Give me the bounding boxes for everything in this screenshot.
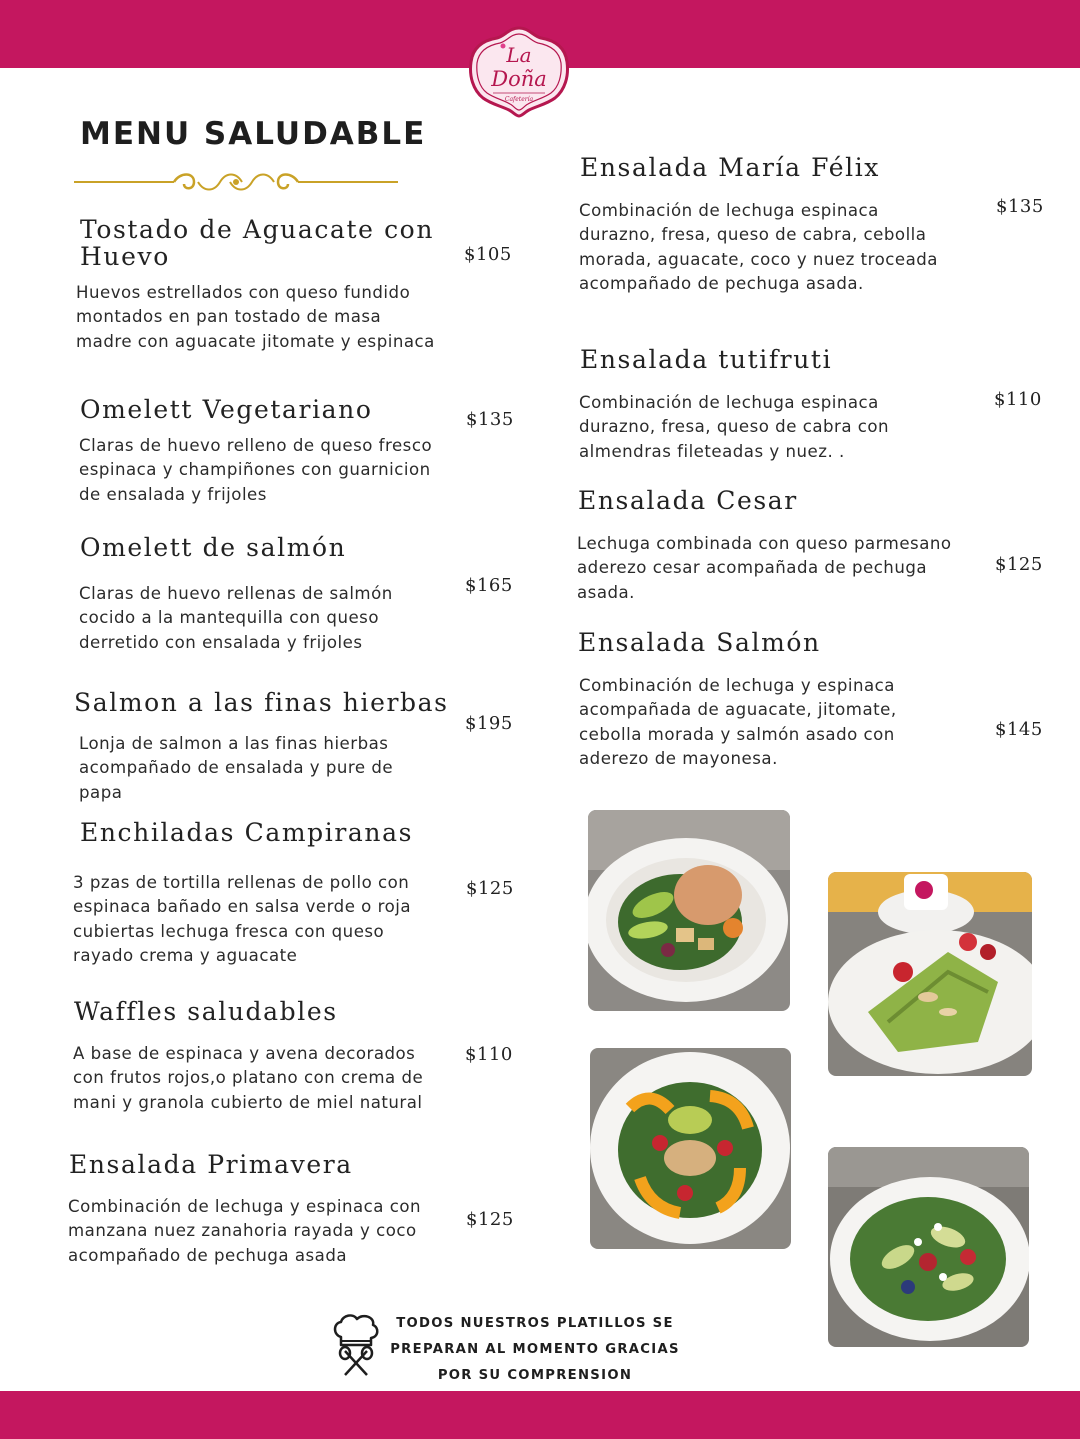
gold-ornament-divider — [74, 168, 398, 198]
item-title-salmon-finas-hierbas: Salmon a las finas hierbas — [74, 688, 449, 717]
item-title-ensalada-primavera: Ensalada Primavera — [69, 1150, 353, 1179]
item-desc-omelett-vegetariano: Claras de huevo relleno de queso fresco espinaca y champiñones con guarnicion de ensalada y frijoles — [79, 436, 433, 504]
item-price-ensalada-salmon: $145 — [995, 719, 1043, 740]
item-price-omelett-vegetariano: $135 — [466, 409, 514, 430]
item-title-omelett-vegetariano: Omelett Vegetariano — [80, 395, 373, 424]
photo-salad-chicken — [588, 810, 790, 1011]
item-desc-maria-felix: Combinación de lechuga espinaca durazno, fresa, queso de cabra, cebolla morada, aguacate, coco y nuez troceada acompañado de pechuga asada. — [579, 201, 938, 293]
item-desc-salmon-finas-hierbas: Lonja de salmon a las finas hierbas acompañado de ensalada y pure de papa — [79, 734, 394, 802]
item-desc-cesar: Lechuga combinada con queso parmesano aderezo cesar acompañada de pechuga asada. — [577, 534, 952, 602]
item-title-maria-felix: Ensalada María Félix — [580, 153, 881, 182]
photo-salad-peach — [590, 1048, 791, 1249]
item-desc-ensalada-primavera: Combinación de lechuga y espinaca con manzana nuez zanahoria rayada y coco acompañado de pechuga asada — [68, 1197, 422, 1265]
footer-line-1: TODOS NUESTROS PLATILLOS SE — [396, 1316, 674, 1331]
item-desc-tostado: Huevos estrellados con queso fundido montados en pan tostado de masa madre con aguacate jitomate y espinaca — [76, 283, 435, 351]
item-desc-waffles: A base de espinaca y avena decorados con frutos rojos,o platano con crema de mani y granola cubierto de miel natural — [73, 1044, 424, 1112]
item-desc-tutifruti: Combinación de lechuga espinaca durazno, fresa, queso de cabra con almendras fileteadas y nuez. . — [579, 393, 890, 461]
la-dona-logo — [467, 26, 571, 118]
item-title-enchiladas: Enchiladas Campiranas — [80, 818, 414, 847]
footer-line-3: POR SU COMPRENSION — [437, 1368, 633, 1383]
photo-waffles — [828, 872, 1032, 1076]
item-desc-enchiladas: 3 pzas de tortilla rellenas de pollo con espinaca bañado en salsa verde o roja cubiertas lechuga fresca con queso rayado crema y aguacate — [73, 873, 412, 965]
logo-text-dona: Doña — [491, 67, 547, 91]
item-price-waffles: $110 — [465, 1044, 513, 1065]
item-title-omelett-salmon: Omelett de salmón — [80, 533, 347, 562]
item-price-maria-felix: $135 — [996, 196, 1044, 217]
photo-salad-apple — [828, 1147, 1029, 1347]
item-title-waffles: Waffles saludables — [74, 997, 338, 1026]
item-price-omelett-salmon: $165 — [465, 575, 513, 596]
item-price-cesar: $125 — [995, 554, 1043, 575]
bottom-band — [0, 1391, 1080, 1439]
item-title-ensalada-salmon: Ensalada Salmón — [578, 628, 821, 657]
item-desc-ensalada-salmon: Combinación de lechuga y espinaca acompañada de aguacate, jitomate, cebolla morada y salmón asado con aderezo de mayonesa. — [579, 676, 897, 768]
item-price-ensalada-primavera: $125 — [466, 1209, 514, 1230]
footer-line-2: PREPARAN AL MOMENTO GRACIAS — [390, 1342, 680, 1357]
item-price-salmon-finas-hierbas: $195 — [465, 713, 513, 734]
item-desc-omelett-salmon: Claras de huevo rellenas de salmón cocido a la mantequilla con queso derretido con ensalada y frijoles — [79, 584, 393, 652]
item-title-tostado: Tostado de Aguacate con Huevo — [80, 215, 435, 271]
item-price-tostado: $105 — [464, 244, 512, 265]
item-price-tutifruti: $110 — [994, 389, 1042, 410]
chef-hat-utensils-icon — [333, 1313, 379, 1379]
logo-text-la: La — [506, 43, 532, 67]
item-price-enchiladas: $125 — [466, 878, 514, 899]
logo-text-cafeteria: Cafetería — [504, 96, 534, 103]
menu-title: MENU SALUDABLE — [80, 116, 427, 152]
footer-notice — [380, 1311, 690, 1389]
item-title-cesar: Ensalada Cesar — [578, 486, 798, 515]
item-title-tutifruti: Ensalada tutifruti — [580, 345, 833, 374]
